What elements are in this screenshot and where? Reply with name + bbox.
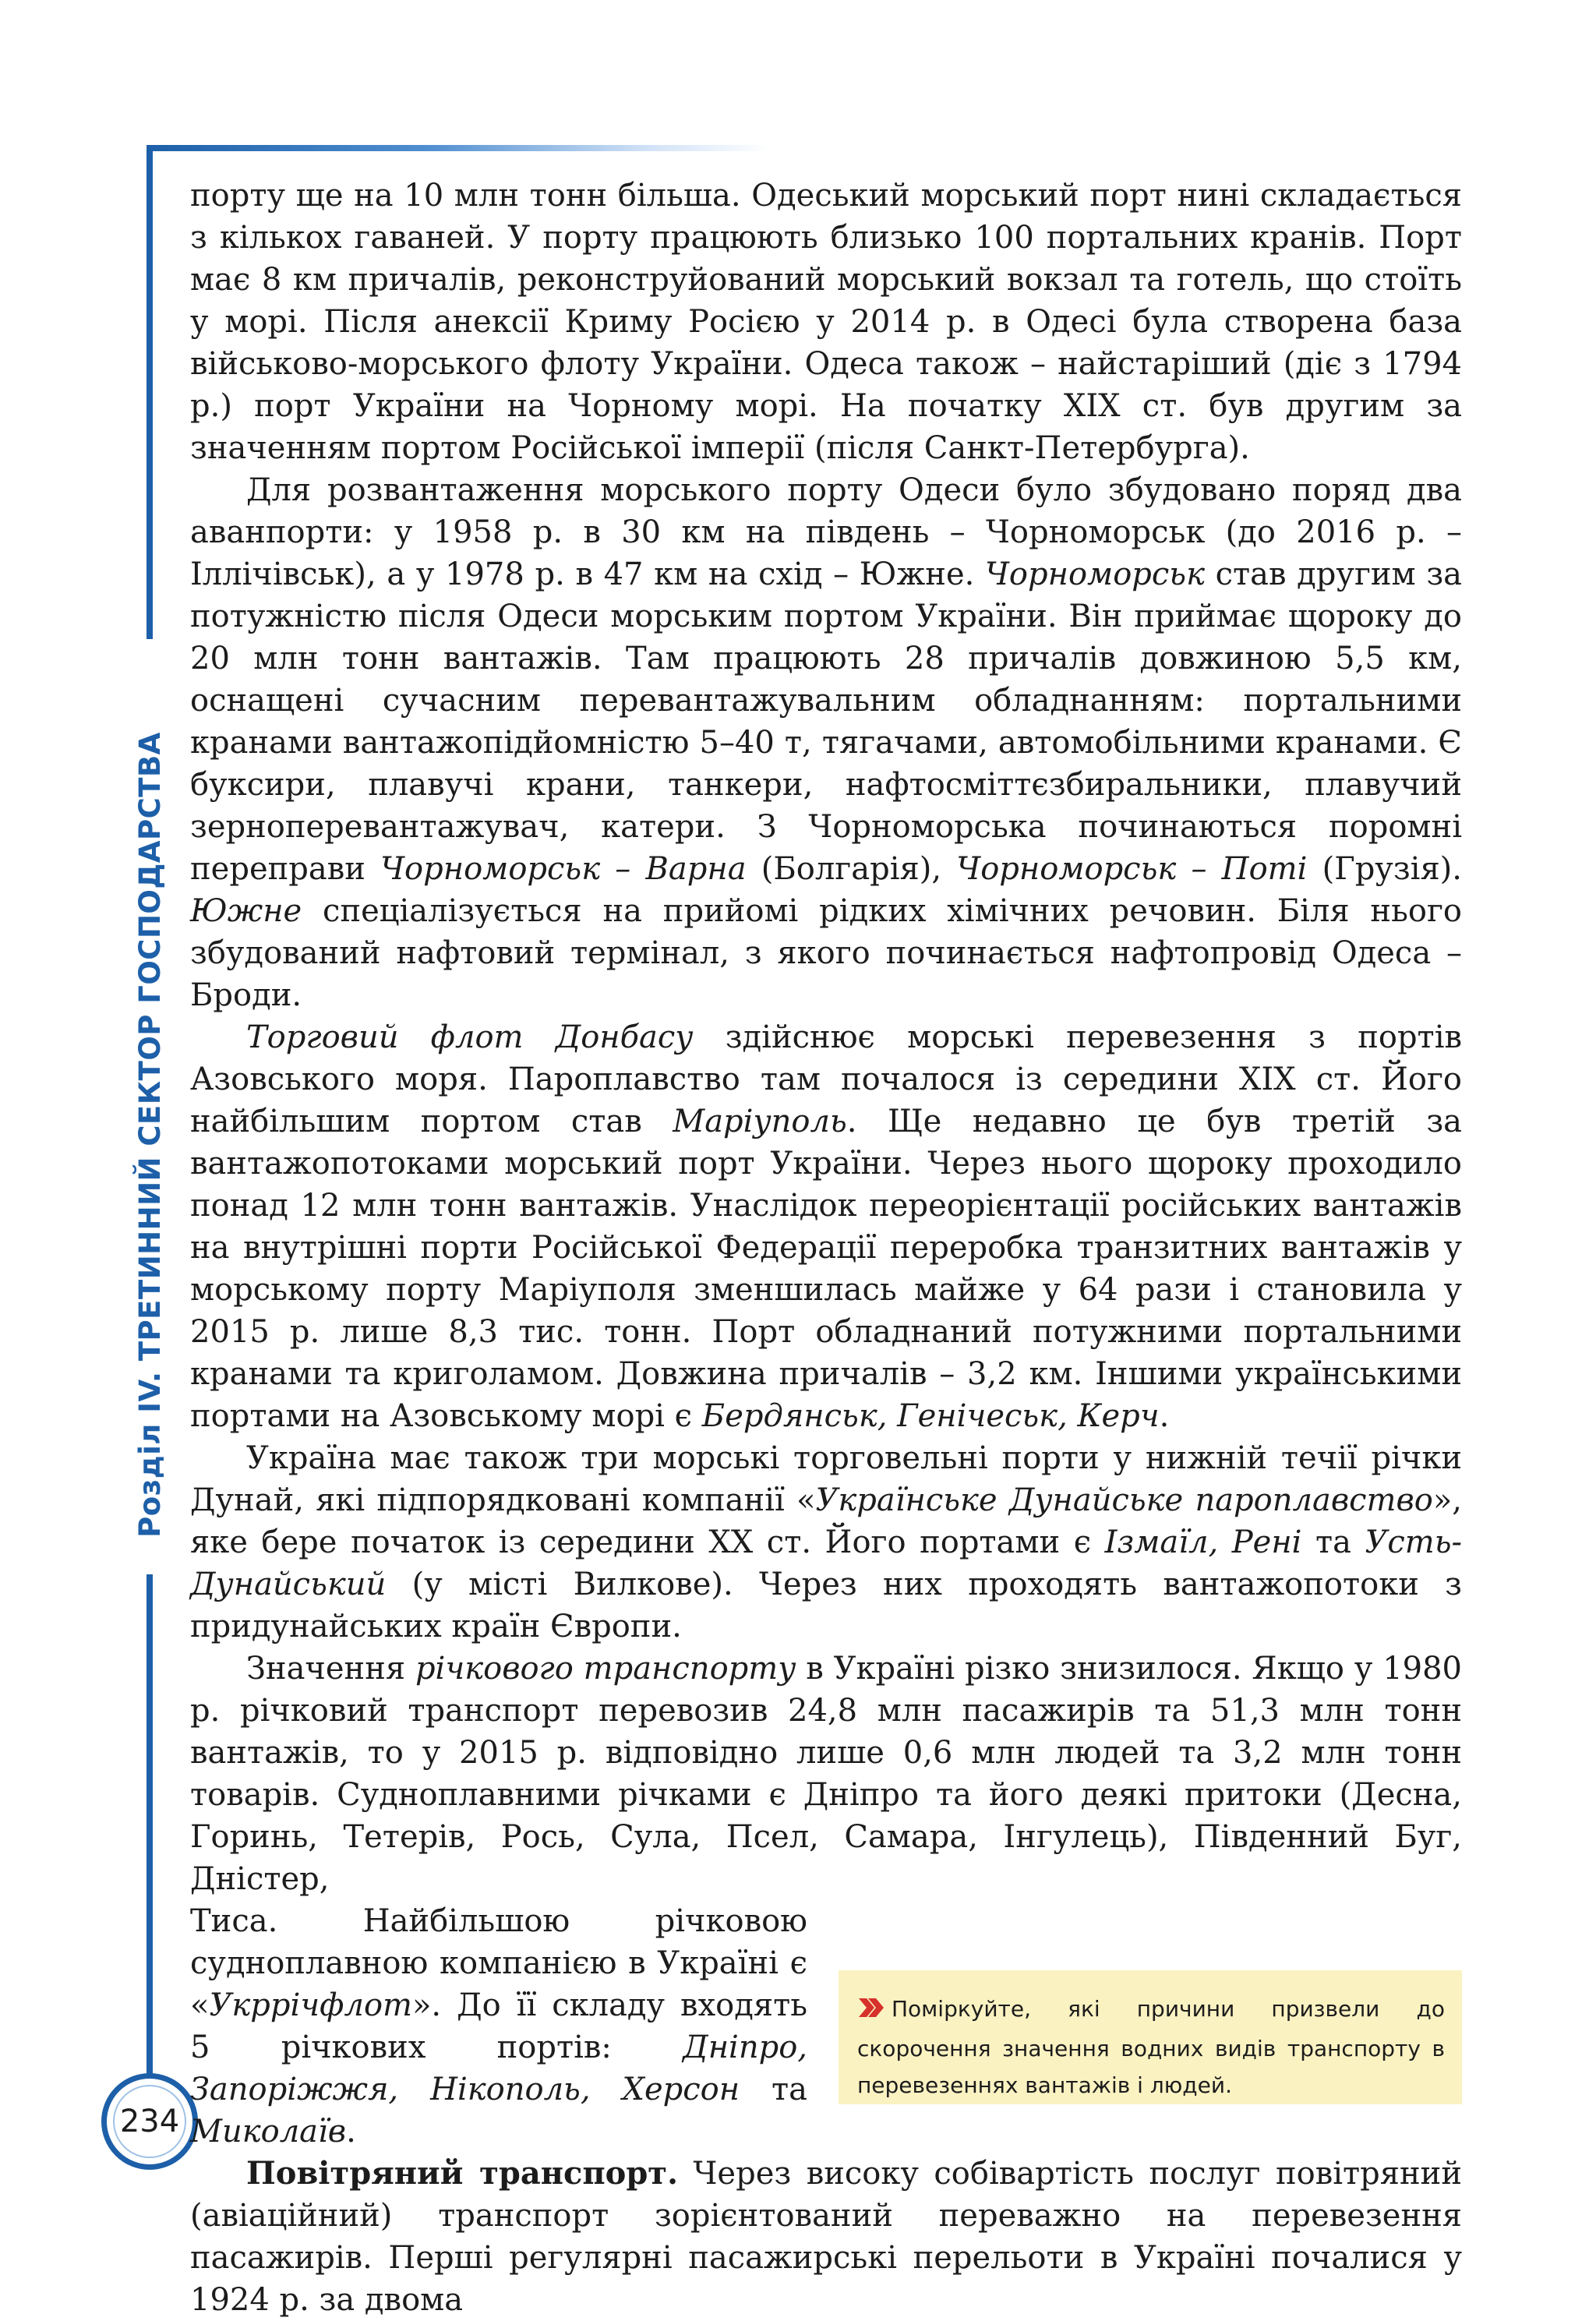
- river-wrap-group: [190, 1900, 1462, 2153]
- paragraph-danube-ports: Україна має також три морські торговельні порти у нижній течії річки Дунай, які підпорядковані компанії «Українське Дунайське пароплавство», яке бере початок із середини XX ст. Його портами є Ізмаїл, Рені та Усть-Дунайський (у місті Вилкове). Через них проходять вантажопотоки з придунайських країн Європи.: [190, 1440, 1463, 1644]
- paragraph-chornomorsk: Для розвантаження морського порту Одеси було збудовано поряд два аванпорти: у 1958 р. в 30 км на південь – Чорноморськ (до 2016 р. – Іллічівськ), а у 1978 р. в 47 км на схід – Южне. Чорноморськ став другим за потужністю після Одеси морським портом України. Він приймає щороку до 20 млн тонн вантажів. Там працюють 28 причалів довжиною 5,5 км, оснащені сучасним перевантажувальним обладнанням: портальними кранами вантажопідйомністю 5–40 т, тягачами, автомобільними кранами. Є буксири, плавучі крани, танкери, нафтосміттєзбиральники, плавучий зерноперевантажувач, катери. З Чорноморська починаються поромні переправи Чорноморськ – Варна (Болгарія), Чорноморськ – Поті (Грузія). Южне спеціалізується на прийомі рідких хімічних речовин. Біля нього збудований нафтовий термінал, з якого починається нафтопровід Одеса – Броди.: [190, 472, 1462, 1013]
- paragraph-donbas-fleet: Торговий флот Донбасу здійснює морські перевезення з портів Азовського моря. Пароплавство там почалося із середини XIX ст. Його найбільшим портом став Маріуполь. Ще недавно це був третій за вантажопотоками морський порт України. Через нього щороку проходило понад 12 млн тонн вантажів. Унаслідок переорієнтації російських вантажів на внутрішні порти Російської Федерації переробка транзитних вантажів у морському порту Маріуполя зменшилась майже у 64 рази і становила у 2015 р. лише 8,3 тис. тонн. Порт обладнаний потужними портальними кранами та криголамом. Довжина причалів – 3,2 км. Іншими українськими портами на Азовському морі є Бердянськ, Генічеськ, Керч.: [190, 1019, 1463, 1434]
- double-chevron-right-icon: [857, 1994, 885, 2030]
- paragraph-odesa-port: порту ще на 10 млн тонн більша. Одеський морський порт нині складається з кількох гаваней. У порту працюють близько 100 портальних кранів. Порт має 8 км причалів, реконструйований морський вокзал та готель, що стоїть у морі. Після анексії Криму Росією у 2014 р. в Одесі була створена база військово-морського флоту України. Одеса також – найстаріший (діє з 1794 р.) порт України на Чорному морі. На початку XIX ст. був другим за значенням портом Російської імперії (після Санкт-Петербурга).: [190, 178, 1462, 466]
- callout-text: Поміркуйте, які причини призвели до скорочення значення водних видів транспорту в перевезеннях вантажів і людей.: [857, 1996, 1445, 2098]
- top-decorative-rule: [147, 145, 770, 151]
- paragraph-ukrrichflot: Тиса. Найбільшою річковою судноплавною компанією в Україні є «Укррічфлот». До її складу входять 5 річкових портів: Дніпро, Запоріжжя, Нікополь, Херсон та Миколаїв.: [190, 1903, 807, 2150]
- page-number: 234: [101, 2073, 198, 2170]
- page-body: [190, 175, 1462, 2321]
- paragraph-river-transport: Значення річкового транспорту в Україні різко знизилося. Якщо у 1980 р. річковий транспорт перевозив 24,8 млн пасажирів та 51,3 млн тонн вантажів, то у 2015 р. відповідно лише 0,6 млн людей та 3,2 млн тонн товарів. Судноплавними річками є Дніпро та його деякі притоки (Десна, Горинь, Тетерів, Рось, Сула, Псел, Самара, Інгулець), Південний Буг, Дністер,: [190, 1651, 1462, 1897]
- section-label: Розділ IV. ТРЕТИННИЙ СЕКТОР ГОСПОДАРСТВА: [132, 732, 167, 1538]
- paragraph-air-transport: Повітряний транспорт. Через високу собівартість послуг повітряний (авіаційний) транспорт зорієнтований переважно на перевезення пасажирів. Перші регулярні пасажирські перельоти в Україні почалися у 1924 р. за двома: [190, 2155, 1462, 2318]
- think-callout-box: [839, 1970, 1462, 2104]
